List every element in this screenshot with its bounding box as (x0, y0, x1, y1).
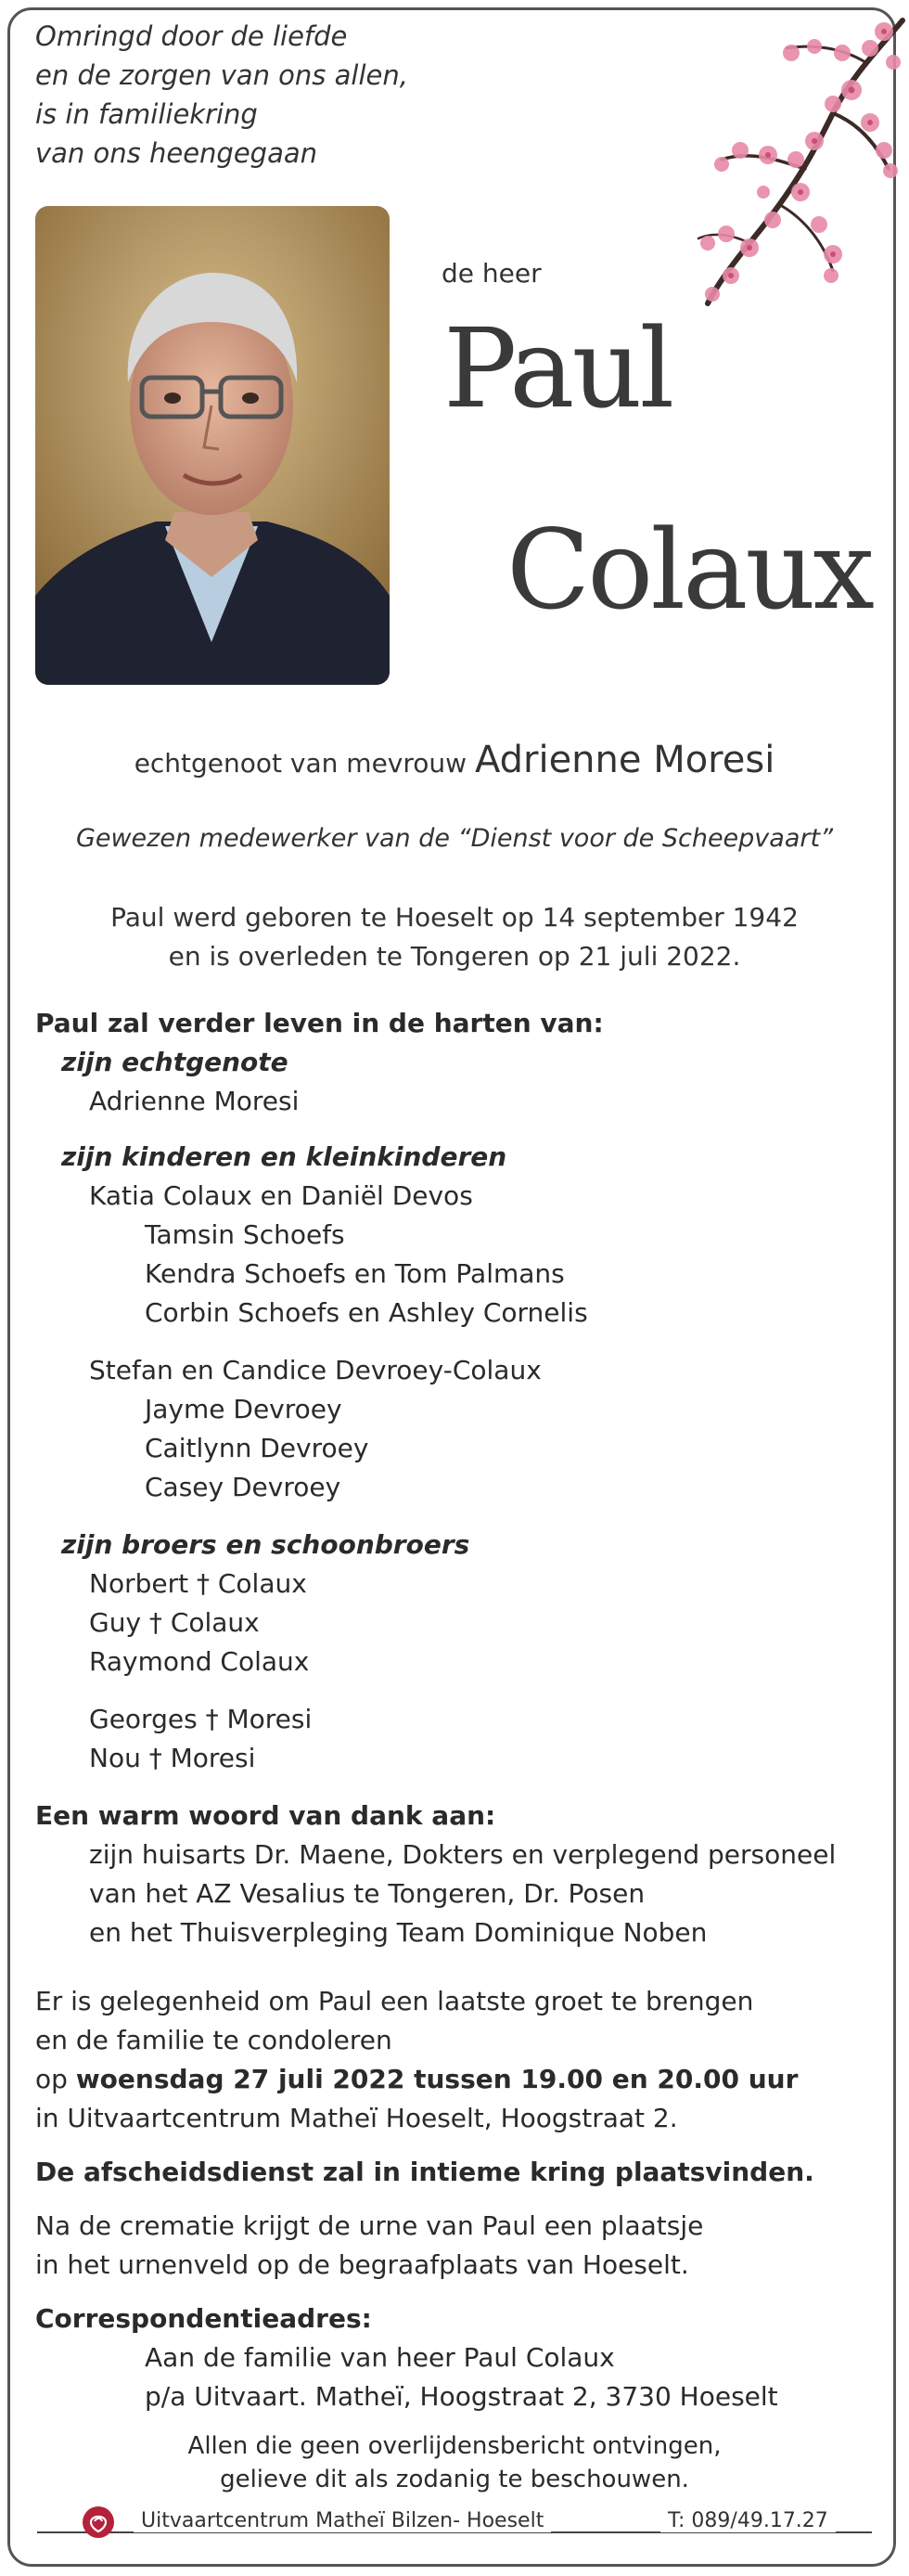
portrait-photo (35, 206, 390, 685)
thanks-line: van het AZ Vesalius te Tongeren, Dr. Posen (89, 1878, 646, 1909)
correspondence-line: p/a Uitvaart. Matheï, Hoogstraat 2, 3730 Hoeselt (145, 2381, 778, 2412)
grandchild: Tamsin Schoefs (145, 1219, 345, 1250)
closing-text (0, 2429, 909, 2496)
service-notice: De afscheidsdienst zal in intieme kring plaatsvinden. (35, 2157, 814, 2187)
footer-phone: T: 089/49.17.27 (660, 2509, 836, 2532)
thanks-line: en het Thuisverpleging Team Dominique Noben (89, 1917, 708, 1948)
death-line: en is overleden te Tongeren op 21 juli 2022. (168, 941, 741, 972)
survivors-heading: Paul zal verder leven in de harten van: (35, 1008, 604, 1038)
visit-date-line (35, 2060, 798, 2099)
spouse-listed: Adrienne Moresi (89, 1086, 300, 1116)
intro-line: en de zorgen van ons allen, (35, 59, 408, 91)
footer-company: Uitvaartcentrum Matheï Bilzen- Hoeselt (134, 2509, 551, 2532)
visit-date-prefix: op (35, 2064, 76, 2094)
family-name: Colaux (506, 506, 872, 634)
family-parents: Stefan en Candice Devroey-Colaux (89, 1355, 542, 1385)
cherry-blossom-illustration (694, 11, 907, 308)
given-name: Paul (443, 304, 672, 432)
visit-location: in Uitvaartcentrum Matheï Hoeselt, Hoogstraat 2. (35, 2103, 678, 2133)
sibling: Guy † Colaux (89, 1607, 260, 1638)
visit-date: woensdag 27 juli 2022 tussen 19.00 en 20.00 uur (75, 2064, 799, 2094)
rose-logo-icon (82, 2505, 115, 2539)
closing-line: Allen die geen overlijdensbericht ontvingen, (187, 2432, 722, 2460)
thanks-heading: Een warm woord van dank aan: (35, 1800, 496, 1831)
intro-line: van ons heengegaan (35, 137, 318, 169)
siblings-heading: zijn broers en schoonbroers (61, 1529, 470, 1560)
spouse-line (0, 739, 909, 781)
spouse-heading: zijn echtgenote (61, 1047, 288, 1077)
grandchild: Jayme Devroey (145, 1394, 342, 1424)
urn-line: Na de crematie krijgt de urne van Paul een plaatsje (35, 2210, 704, 2241)
thanks-line: zijn huisarts Dr. Maene, Dokters en verplegend personeel (89, 1839, 837, 1870)
grandchild: Casey Devroey (145, 1472, 341, 1502)
title-prefix: de heer (442, 258, 542, 289)
family-parents: Katia Colaux en Daniël Devos (89, 1180, 473, 1211)
sibling: Nou † Moresi (89, 1743, 256, 1773)
sibling: Norbert † Colaux (89, 1568, 307, 1599)
grandchild: Kendra Schoefs en Tom Palmans (145, 1258, 565, 1289)
visit-line: Er is gelegenheid om Paul een laatste groet te brengen (35, 1986, 754, 2016)
sibling: Raymond Colaux (89, 1646, 310, 1677)
spouse-prefix: echtgenoot van mevrouw (134, 748, 467, 779)
intro-line: is in familiekring (35, 98, 258, 130)
spouse-name: Adrienne Moresi (474, 739, 775, 781)
intro-line: Omringd door de liefde (35, 20, 348, 52)
sibling: Georges † Moresi (89, 1704, 313, 1734)
grandchild: Corbin Schoefs en Ashley Cornelis (145, 1297, 588, 1328)
children-heading: zijn kinderen en kleinkinderen (61, 1141, 507, 1172)
correspondence-line: Aan de familie van heer Paul Colaux (145, 2342, 615, 2373)
closing-line: gelieve dit als zodanig te beschouwen. (220, 2466, 689, 2493)
intro-text (35, 17, 408, 173)
birth-death-text (0, 898, 909, 976)
grandchild: Caitlynn Devroey (145, 1433, 369, 1463)
birth-line: Paul werd geboren te Hoeselt op 14 september 1942 (110, 902, 799, 933)
job-description: Gewezen medewerker van de “Dienst voor de Scheepvaart” (75, 824, 834, 853)
urn-line: in het urnenveld op de begraafplaats van Hoeselt. (35, 2249, 689, 2280)
correspondence-heading: Correspondentieadres: (35, 2303, 372, 2334)
visit-line: en de familie te condoleren (35, 2025, 392, 2055)
